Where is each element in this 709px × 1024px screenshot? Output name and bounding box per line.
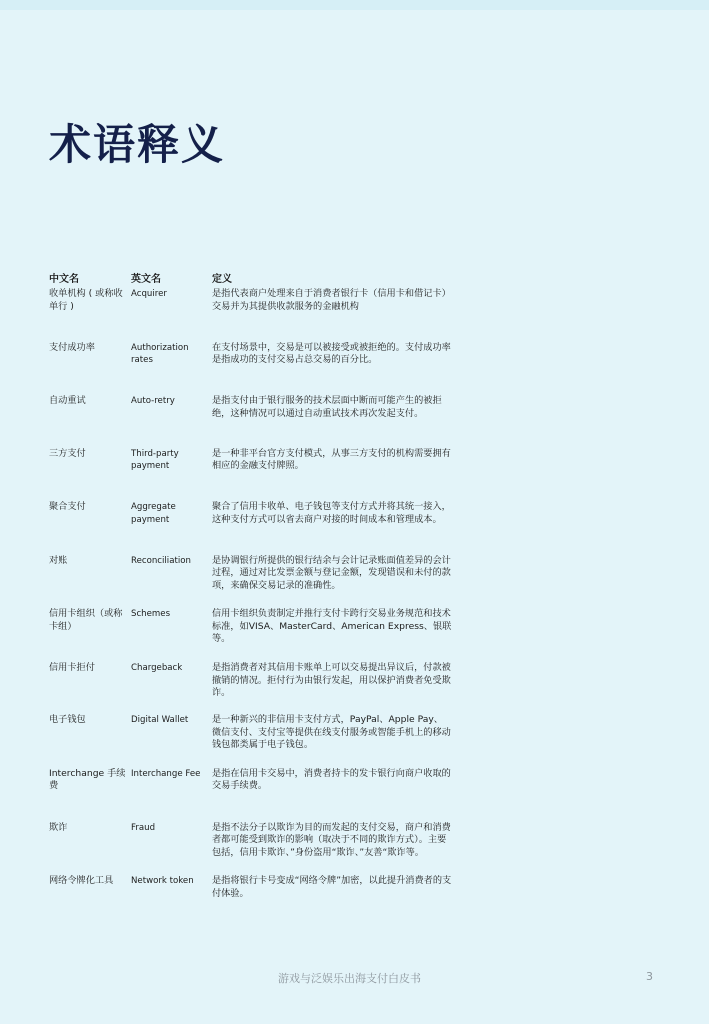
term-definition: 是指消费者对其信用卡账单上可以交易提出异议后，付款被撤销的情况。拒付行为由银行发起，用以保护消费者免受欺诈。 <box>212 662 451 699</box>
term-chinese: Interchange 手续费 <box>49 767 126 792</box>
page-title: 术语释义 <box>49 120 226 169</box>
term-definition: 是指将银行卡号变成“网络令牌”加密，以此提升消费者的支付体验。 <box>212 875 452 899</box>
term-english: Aggregate payment <box>131 502 176 525</box>
term-english: Auto-retry <box>131 396 175 407</box>
term-chinese: 收单机构 ( 或称收单行 ) <box>49 288 123 312</box>
term-english: Reconciliation <box>131 555 191 566</box>
term-definition: 是指在信用卡交易中，消费者持卡的发卡银行向商户收取的交易手续费。 <box>212 767 451 792</box>
top-band <box>0 0 709 10</box>
term-english: Acquirer <box>131 289 167 299</box>
term-chinese: 网络令牌化工具 <box>49 875 114 887</box>
term-chinese: 对账 <box>49 554 68 566</box>
term-definition: 聚合了信用卡收单、电子钱包等支付方式并将其统一接入，这种支付方式可以省去商户对接的时间成本和管理成本。 <box>212 501 451 525</box>
term-definition: 在支付场景中，交易是可以被接受或被拒绝的。支付成功率是指成功的支付交易占总交易的百分比。 <box>212 341 451 366</box>
term-chinese: 三方支付 <box>49 447 86 459</box>
term-definition: 是指不法分子以欺诈为目的而发起的支付交易，商户和消费者都可能受到欺诈的影响（取决于不同的欺诈方式）。主要包括，信用卡欺诈、”身份盗用“欺诈、”友善“欺诈等。 <box>212 821 451 858</box>
term-chinese: 聚合支付 <box>49 501 86 513</box>
term-english: Interchange Fee <box>131 768 201 779</box>
term-chinese: 欺诈 <box>49 821 68 833</box>
term-definition: 信用卡组织负责制定并推行支付卡跨行交易业务规范和技术标准，如VISA、MasterCard、American Express、银联等。 <box>212 608 452 645</box>
term-chinese: 电子钱包 <box>49 714 86 726</box>
term-definition: 是指支付由于银行服务的技术层面中断而可能产生的被拒绝，这种情况可以通过自动重试技术再次发起支付。 <box>212 395 442 419</box>
term-definition: 是协调银行所提供的银行结余与会计记录账面值差异的会计过程，通过对比发票金额与登记金额，发现错误和未付的款项，来确保交易记录的准确性。 <box>212 554 451 591</box>
term-definition: 是指代表商户处理来自于消费者银行卡（信用卡和借记卡）交易并为其提供收款服务的金融机构 <box>212 288 451 312</box>
term-english: Network token <box>131 876 194 887</box>
term-english: Authorization rates <box>131 342 189 366</box>
term-english: Fraud <box>131 822 156 833</box>
header-definition: 定义 <box>212 274 232 285</box>
header-english-name: 英文名 <box>131 274 161 285</box>
page-number: 3 <box>646 970 653 983</box>
term-chinese: 支付成功率 <box>49 341 95 353</box>
term-chinese: 信用卡组织（或称卡组） <box>49 608 123 632</box>
header-chinese-name: 中文名 <box>49 274 79 285</box>
term-definition: 是一种非平台官方支付模式，从事三方支付的机构需要拥有相应的金融支付牌照。 <box>212 447 451 471</box>
term-english: Schemes <box>131 609 171 620</box>
footer-document-title: 游戏与泛娱乐出海支付白皮书 <box>278 972 421 985</box>
term-definition: 是一种新兴的非信用卡支付方式，PayPal、Apple Pay、微信支付、支付宝等提供在线支付服务或智能手机上的移动钱包都类属于电子钱包。 <box>212 714 451 751</box>
term-chinese: 信用卡拒付 <box>49 662 95 674</box>
term-english: Third-party payment <box>131 448 179 471</box>
term-english: Chargeback <box>131 663 183 674</box>
table-header <box>49 270 459 286</box>
term-chinese: 自动重试 <box>49 395 86 407</box>
term-english: Digital Wallet <box>131 715 189 726</box>
glossary-table <box>49 270 459 899</box>
